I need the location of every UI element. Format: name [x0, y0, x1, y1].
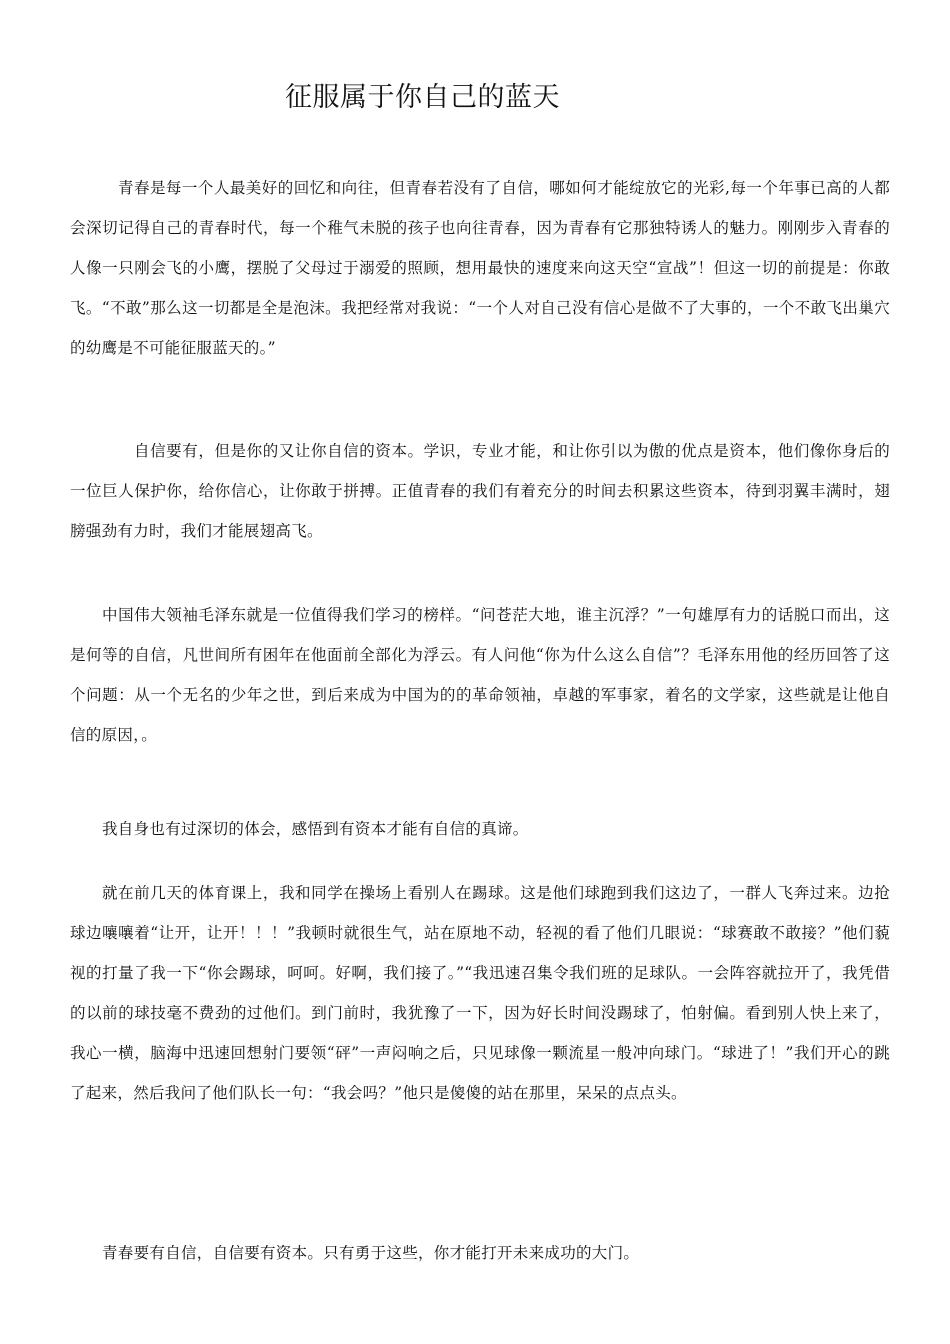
paragraph-conclusion: 青春要有自信，自信要有资本。只有勇于这些，你才能打开未来成功的大门。 [102, 1244, 640, 1262]
paragraph-football-story: 就在前几天的体育课上，我和同学在操场上看别人在踢球。这是他们球跑到我们这边了，一群人飞奔过来。边抢球边嚷嚷着“让开，让开！！！”我顿时就很生气，站在原地不动，轻视的看了他们几眼说：“球赛敢不敢接？”他们藐视的打量了我一下“你会踢球，呵呵。好啊，我们接了。”“我迅速召集令我们班的足球队。一会阵容就拉开了，我凭借的以前的球技毫不费劲的过他们。到门前时，我犹豫了一下，因为好长时间没踢球了，怕射偏。看到别人快上来了，我心一横，脑海中迅速回想射门要领“砰”一声闷响之后，只见球像一颗流星一般冲向球门。“球进了！”我们开心的跳了起来，然后我问了他们队长一句：“我会吗？”他只是傻傻的站在那里，呆呆的点点头。 [70, 884, 890, 1102]
document-title: 征服属于你自己的蓝天 [285, 82, 560, 113]
paragraph-confidence-capital: 自信要有，但是你的又让你自信的资本。学识，专业才能，和让你引以为傲的优点是资本，他们像你身后的一位巨人保护你，给你信心，让你敢于拼搏。正值青春的我们有着充分的时间去积累这些资本，待到羽翼丰满时，翅膀强劲有力时，我们才能展翅高飞。 [70, 442, 890, 540]
paragraph-youth-confidence: 青春是每一个人最美好的回忆和向往，但青春若没有了自信，哪如何才能绽放它的光彩,每一个年事已高的人都会深切记得自己的青春时代，每一个稚气未脱的孩子也向往青春，因为青春有它那独特诱人的魅力。刚刚步入青春的人像一只刚会飞的小鹰，摆脱了父母过于溺爱的照顾，想用最快的速度来向这天空“宣战”！但这一切的前提是：你敢飞。“不敢”那么这一切都是全是泡沫。我把经常对我说：“一个人对自己没有信心是做不了大事的，一个不敢飞出巢穴的幼鹰是不可能征服蓝天的。” [70, 179, 890, 357]
paragraph-mao-example: 中国伟大领袖毛泽东就是一位值得我们学习的榜样。“问苍茫大地，谁主沉浮？”一句雄厚有力的话脱口而出，这是何等的自信，凡世间所有困年在他面前全部化为浮云。有人问他“你为什么这么自信”？毛泽东用他的经历回答了这个问题：从一个无名的少年之世，到后来成为中国为的的革命领袖，卓越的军事家，着名的文学家，这些就是让他自信的原因，。 [70, 606, 890, 744]
paragraph-personal-experience: 我自身也有过深切的体会，感悟到有资本才能有自信的真谛。 [102, 820, 529, 838]
